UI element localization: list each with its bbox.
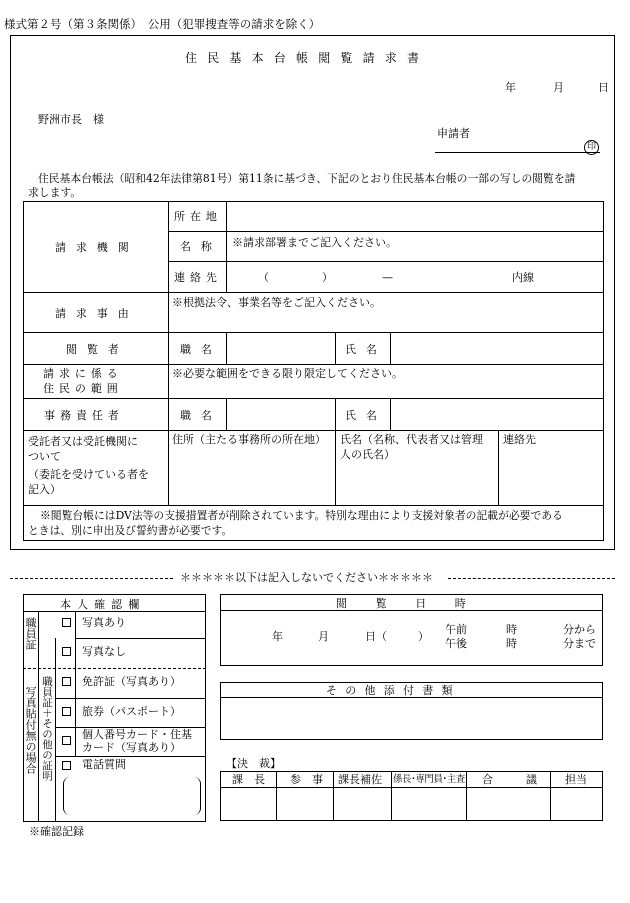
decision-label: 【決 裁】 [226,757,281,770]
viewer-name-label: 氏名 [345,343,387,356]
dt-year-label: 年 [272,630,283,643]
addressee: 野洲市長 様 [38,113,104,126]
dt-month-label: 月 [318,630,329,643]
consignee-label-3: （委託を受けている者を [28,468,149,481]
mynumber-label-1: 個人番号カード・住基 [82,728,192,741]
approver-consultation: 合 議 [482,773,537,786]
applicant-line[interactable] [435,152,600,153]
reason-note: ※根拠法令、事業名等をご記入ください。 [172,296,381,309]
consignee-name-label-2: 人の氏名） [340,448,395,461]
scope-label-1: 請求に係る [43,367,123,380]
approver-deputy-chief: 課長補佐 [338,773,382,786]
checkbox-passport[interactable] [62,707,71,716]
attachments-header: その他添付書類 [326,684,461,697]
date-year-label: 年 [505,81,516,94]
approver-staff: 係長･専門員･主査 [393,774,465,785]
approver-councilor: 参 事 [290,773,323,786]
divider-text: ＊＊＊＊＊以下は記入しないでください＊＊＊＊＊ [180,571,433,584]
staff-id-label: 職員証 [24,617,38,650]
consignee-label-1: 受託者又は受託機関に [28,435,138,448]
phone-question-bracket[interactable] [63,777,201,815]
seal-mark: 印 [584,140,599,155]
scope-label-2: 住民の範囲 [43,382,123,395]
no-photo-label: 写真貼付無の場合 [24,686,38,774]
checkbox-phone[interactable] [62,761,71,770]
date-month-label: 月 [553,81,564,94]
consignee-address-label: 住所（主たる事務所の所在地） [172,433,326,446]
responsible-label: 事務責任者 [44,409,124,422]
intro-line-2: 求します。 [28,186,82,199]
responsible-name-label: 氏名 [345,409,387,422]
consignee-contact-label: 連絡先 [503,433,536,446]
passport-label: 旅券（パスポート） [82,705,181,718]
intro-line-1: 住民基本台帳法（昭和42年法律第81号）第11条に基づき、下記のとおり住民基本台帳の一部の写しの閲覧を請 [38,172,576,185]
consignee-label-2: ついて [28,450,61,463]
scope-note: ※必要な範囲をできる限り限定してください。 [172,367,403,380]
hour-label-am: 時 [506,623,517,636]
contact-paren-close: ） [322,271,333,284]
page-title: 住民基本台帳閲覧請求書 [185,51,430,65]
dv-note-1: ※閲覧台帳にはDV法等の支援措置者が削除されています。特別な理由により支援対象者の記載が必要である [40,509,563,522]
viewer-label: 閲覧者 [66,343,129,356]
license-label: 免許証（写真あり） [82,675,181,688]
contact-paren-open: （ [258,271,269,284]
without-photo-label: 写真なし [82,645,126,658]
approver-in-charge: 担当 [565,773,587,786]
consignee-name-label-1: 氏名（名称、代表者又は管理 [340,433,483,446]
other-id-label: 職員証＋その他の証明 [41,676,54,781]
consignee-label-4: 記入） [28,483,61,496]
form-number: 様式第２号（第３条関係） 公用（犯罪捜査等の請求を除く） [4,17,321,31]
reason-label: 請求事由 [55,307,139,320]
checkbox-without-photo[interactable] [62,647,71,656]
agency-label: 請求機関 [55,241,139,254]
min-to-label: 分まで [563,637,596,650]
phone-question-label: 電話質問 [82,758,126,771]
contact-label: 連絡先 [174,271,222,284]
checkbox-with-photo[interactable] [62,618,71,627]
hour-label-pm: 時 [506,637,517,650]
applicant-label: 申請者 [437,127,470,140]
address-label: 所在地 [174,210,222,223]
approver-section-chief: 課 長 [232,773,265,786]
checkbox-mynumber[interactable] [62,736,71,745]
check-record-label: ※確認記録 [29,825,84,838]
name-note: ※請求部署までご記入ください。 [232,236,397,249]
mynumber-label-2: カード（写真あり） [82,741,181,754]
am-label: 午前 [445,623,467,636]
identity-header: 本人確認欄 [60,598,146,611]
contact-dash: — [382,271,393,284]
min-from-label: 分から [563,623,596,636]
divider-right [448,578,615,579]
with-photo-label: 写真あり [82,616,126,629]
viewing-datetime-header: 閲覧日時 [336,597,495,610]
responsible-position-label: 職名 [180,409,222,422]
viewer-position-label: 職名 [180,343,222,356]
date-day-label: 日 [598,81,609,94]
dt-paren-close: ） [418,630,429,643]
divider-left [10,578,173,579]
dv-note-2: ときは、別に申出及び誓約書が必要です。 [28,524,233,537]
dt-day-label: 日（ [365,630,387,643]
pm-label: 午後 [445,637,467,650]
extension-label: 内線 [512,271,534,284]
name-label: 名称 [180,240,222,253]
checkbox-license[interactable] [62,677,71,686]
